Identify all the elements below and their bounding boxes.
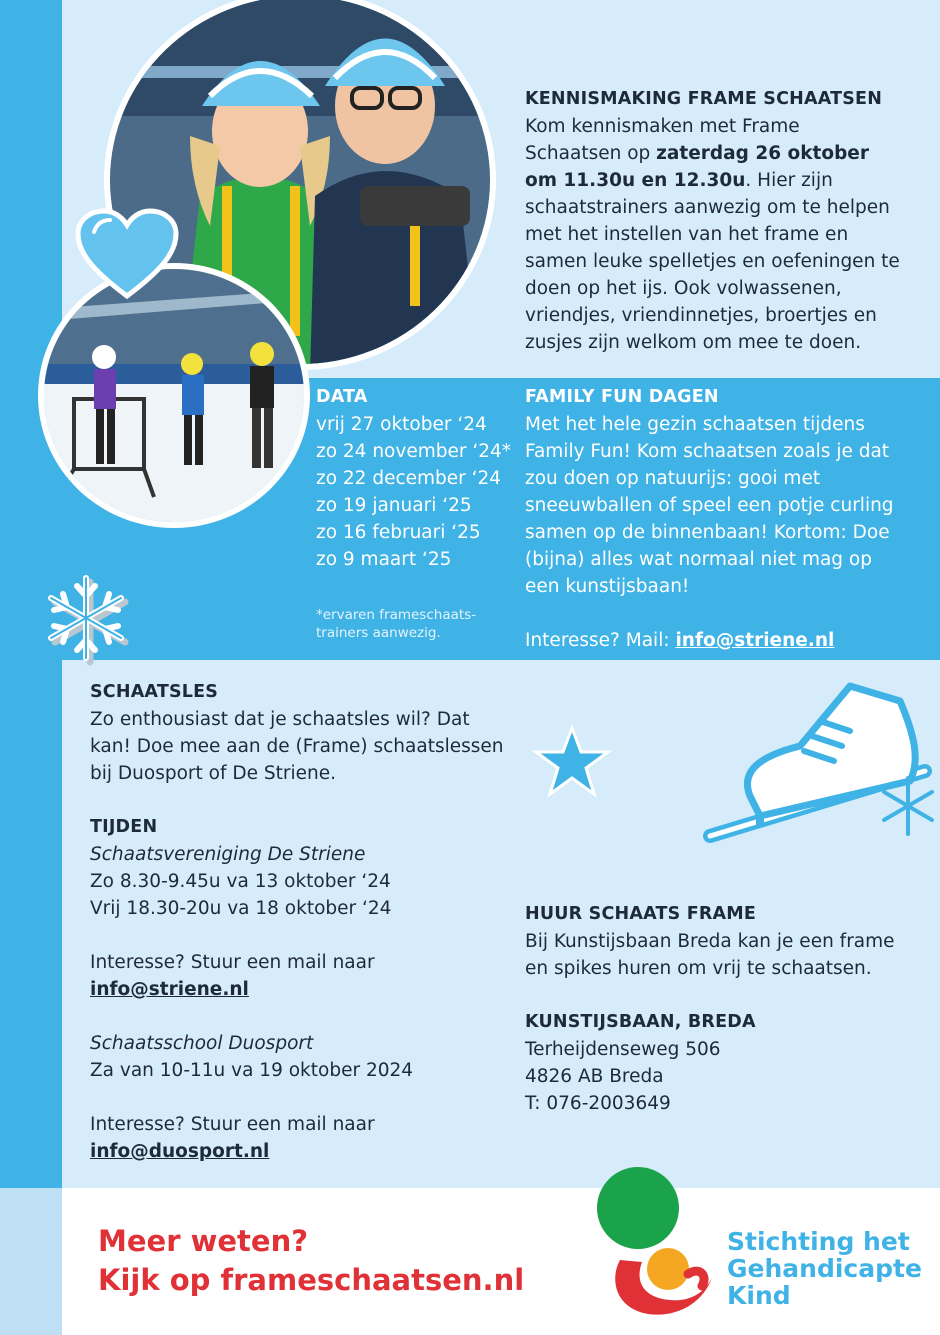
intro-section [525,86,935,356]
rental-section [525,901,935,1117]
intro-times: om 11.30u en 12.30u [525,170,746,191]
intro-line: schaatstrainers aanwezig om te helpen [525,197,890,218]
date-item: zo 16 februari ‘25 [316,522,481,543]
left-stripe-top [0,0,62,378]
cta-line: Meer weten? [98,1224,309,1258]
heart-icon [74,208,180,300]
org-line: Gehandicapte [727,1254,922,1283]
org-line: Stichting het [727,1227,910,1256]
intro-heading: KENNISMAKING FRAME SCHAATSEN [525,89,883,109]
snowflake-icon [38,570,138,670]
organization-logo [592,1166,722,1324]
club1-name: Schaatsvereniging De Striene [90,844,366,865]
lessons-section [90,679,520,1165]
note-line: *ervaren frameschaats- [316,607,477,623]
dates-heading: DATA [316,387,368,407]
intro-line: met het instellen van het frame en [525,224,849,245]
intro-line: zusjes zijn welkom om mee te doen. [525,332,862,353]
family-line: samen op de binnenbaan! Kortom: Doe [525,522,890,543]
footer-cta [98,1222,558,1300]
rental-heading: HUUR SCHAATS FRAME [525,904,757,924]
org-line: Kind [727,1281,791,1310]
times-heading: TIJDEN [90,817,158,837]
family-line: zou doen op natuurijs: gooi met [525,468,821,489]
club2-email-link[interactable]: info@duosport.nl [90,1141,270,1162]
star-icon [532,724,618,800]
rental-line: en spikes huren om vrij te schaatsen. [525,958,872,979]
family-line: (bijna) alles wat normaal niet mag op [525,549,872,570]
note-line: trainers aanwezig. [316,625,441,641]
lessons-line: kan! Doe mee aan de (Frame) schaatslessen [90,736,504,757]
venue-city: 4826 AB Breda [525,1066,664,1087]
date-item: vrij 27 oktober ‘24 [316,414,487,435]
ice-skate-icon [700,676,940,866]
cta-website-link[interactable]: Kijk op frameschaatsen.nl [98,1263,525,1297]
club1-time: Zo 8.30-9.45u va 13 oktober ‘24 [90,871,391,892]
lessons-line: bij Duosport of De Striene. [90,763,336,784]
dates-note [316,606,516,642]
date-item: zo 19 januari ‘25 [316,495,472,516]
family-section [525,384,935,654]
dates-section [316,384,521,573]
venue-street: Terheijdenseweg 506 [525,1039,721,1060]
family-line: een kunstijsbaan! [525,576,690,597]
intro-line: doen op het ijs. Ook volwassenen, [525,278,842,299]
lessons-heading: SCHAATSLES [90,682,219,702]
left-stripe-lower [0,660,62,1188]
date-item: zo 9 maart ‘25 [316,549,452,570]
left-stripe-footer [0,1188,62,1335]
intro-text: . Hier zijn [745,170,833,191]
intro-line [525,167,935,194]
club2-interest: Interesse? Stuur een mail naar [90,1114,375,1135]
venue-heading: KUNSTIJSBAAN, BREDA [525,1012,756,1032]
intro-date: zaterdag 26 oktober [656,143,869,164]
family-line: Met het hele gezin schaatsen tijdens [525,414,865,435]
intro-line: samen leuke spelletjes en oefeningen te [525,251,900,272]
club1-interest: Interesse? Stuur een mail naar [90,952,375,973]
date-item: zo 22 december ‘24 [316,468,502,489]
family-interest-label: Interesse? Mail: [525,630,676,651]
club2-name: Schaatsschool Duosport [90,1033,314,1054]
venue-phone: T: 076-2003649 [525,1093,671,1114]
club1-email-link[interactable]: info@striene.nl [90,979,249,1000]
club1-time: Vrij 18.30-20u va 18 oktober ‘24 [90,898,392,919]
family-line: Family Fun! Kom schaatsen zoals je dat [525,441,890,462]
family-email-link[interactable]: info@striene.nl [675,630,835,651]
lessons-line: Zo enthousiast dat je schaatsles wil? Dat [90,709,470,730]
family-interest [525,627,935,654]
family-heading: FAMILY FUN DAGEN [525,387,719,407]
rink-photo [38,263,310,528]
intro-line: Kom kennismaken met Frame [525,116,800,137]
rink-illustration [44,269,310,528]
organization-name [727,1228,937,1309]
family-line: sneeuwballen of speel een potje curling [525,495,894,516]
rental-line: Bij Kunstijsbaan Breda kan je een frame [525,931,895,952]
date-item: zo 24 november ‘24* [316,441,512,462]
club2-time: Za van 10-11u va 19 oktober 2024 [90,1060,414,1081]
intro-text: Schaatsen op [525,143,657,164]
intro-line [525,140,935,167]
intro-line: vriendjes, vriendinnetjes, broertjes en [525,305,877,326]
